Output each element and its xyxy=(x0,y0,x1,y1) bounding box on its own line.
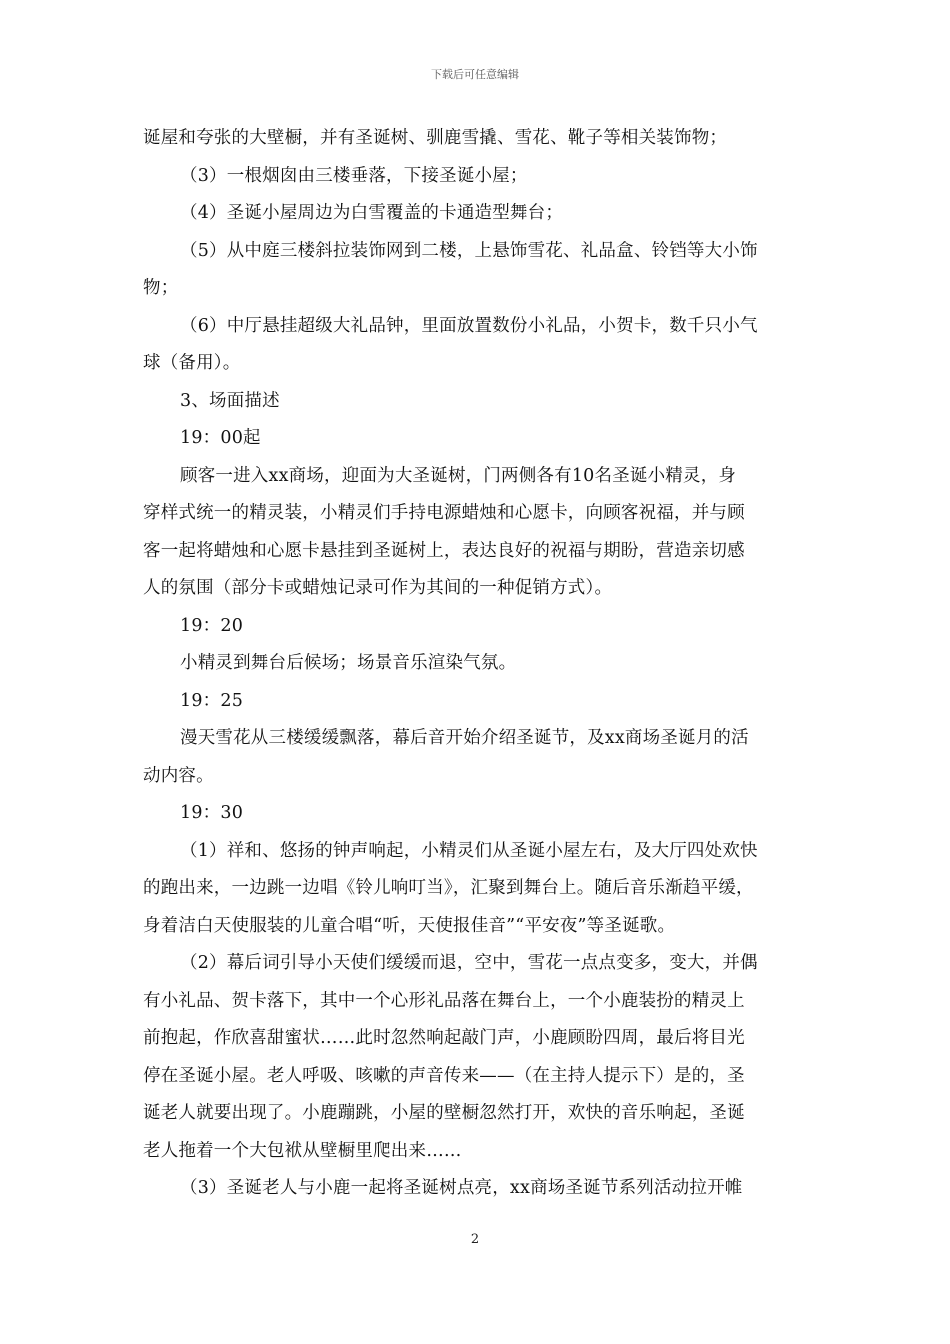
text-line: 停在圣诞小屋。老人呼吸、咳嗽的声音传来——（在主持人提示下）是的，圣 xyxy=(143,1065,745,1086)
text-line: 顾客一进入xx商场，迎面为大圣诞树，门两侧各有10名圣诞小精灵，身 xyxy=(180,465,737,486)
text-line: 动内容。 xyxy=(143,765,214,786)
text-line: （2）幕后词引导小天使们缓缓而退，空中，雪花一点点变多，变大，并偶 xyxy=(180,953,758,973)
text-line: 19：25 xyxy=(180,690,244,711)
text-line: 身着洁白天使服装的儿童合唱“听，天使报佳音”“平安夜”等圣诞歌。 xyxy=(143,915,676,936)
text-line: 客一起将蜡烛和心愿卡悬挂到圣诞树上，表达良好的祝福与期盼，营造亲切感 xyxy=(143,540,745,561)
text-line: 物； xyxy=(143,278,179,298)
text-line: 19：00起 xyxy=(180,428,261,448)
text-line: 3、场面描述 xyxy=(180,390,280,411)
text-line: 诞老人就要出现了。小鹿蹦跳，小屋的壁橱忽然打开，欢快的音乐响起，圣诞 xyxy=(143,1103,745,1123)
text-line: （5）从中庭三楼斜拉装饰网到二楼，上悬饰雪花、礼品盒、铃铛等大小饰 xyxy=(180,240,758,261)
text-line: 人的氛围（部分卡或蜡烛记录可作为其间的一种促销方式）。 xyxy=(143,578,613,598)
text-line: （3）圣诞老人与小鹿一起将圣诞树点亮，xx商场圣诞节系列活动拉开帷 xyxy=(180,1178,743,1198)
text-line: 小精灵到舞台后候场；场景音乐渲染气氛。 xyxy=(180,653,517,673)
text-line: （4）圣诞小屋周边为白雪覆盖的卡通造型舞台； xyxy=(180,203,564,223)
text-line: 穿样式统一的精灵装，小精灵们手持电源蜡烛和心愿卡，向顾客祝福，并与顾 xyxy=(143,503,745,523)
text-line: （3）一根烟囱由三楼垂落，下接圣诞小屋； xyxy=(180,165,528,186)
body-text xyxy=(143,120,809,1208)
text-line: 19：30 xyxy=(180,803,244,823)
text-line: 诞屋和夸张的大壁橱，并有圣诞树、驯鹿雪撬、雪花、靴子等相关装饰物； xyxy=(143,128,728,148)
text-line: 有小礼品、贺卡落下，其中一个心形礼品落在舞台上，一个小鹿装扮的精灵上 xyxy=(143,990,745,1011)
page-number: 2 xyxy=(470,1232,480,1247)
text-line: （6）中厅悬挂超级大礼品钟，里面放置数份小礼品，小贺卡，数千只小气 xyxy=(180,315,758,336)
page-header: 下载后可任意编辑 xyxy=(431,68,519,81)
text-line: 19：20 xyxy=(180,615,244,636)
text-line: 漫天雪花从三楼缓缓飘落，幕后音开始介绍圣诞节，及xx商场圣诞月的活 xyxy=(180,728,749,748)
text-line: 老人拖着一个大包袱从壁橱里爬出来…… xyxy=(143,1140,462,1161)
text-line: （1）祥和、悠扬的钟声响起，小精灵们从圣诞小屋左右，及大厅四处欢快 xyxy=(180,840,758,861)
text-line: 的跑出来，一边跳一边唱《铃儿响叮当》，汇聚到舞台上。随后音乐渐趋平缓， xyxy=(143,878,754,898)
text-line: 前抱起，作欣喜甜蜜状……此时忽然响起敲门声，小鹿顾盼四周，最后将目光 xyxy=(143,1028,745,1048)
text-line: 球（备用）。 xyxy=(143,353,241,373)
